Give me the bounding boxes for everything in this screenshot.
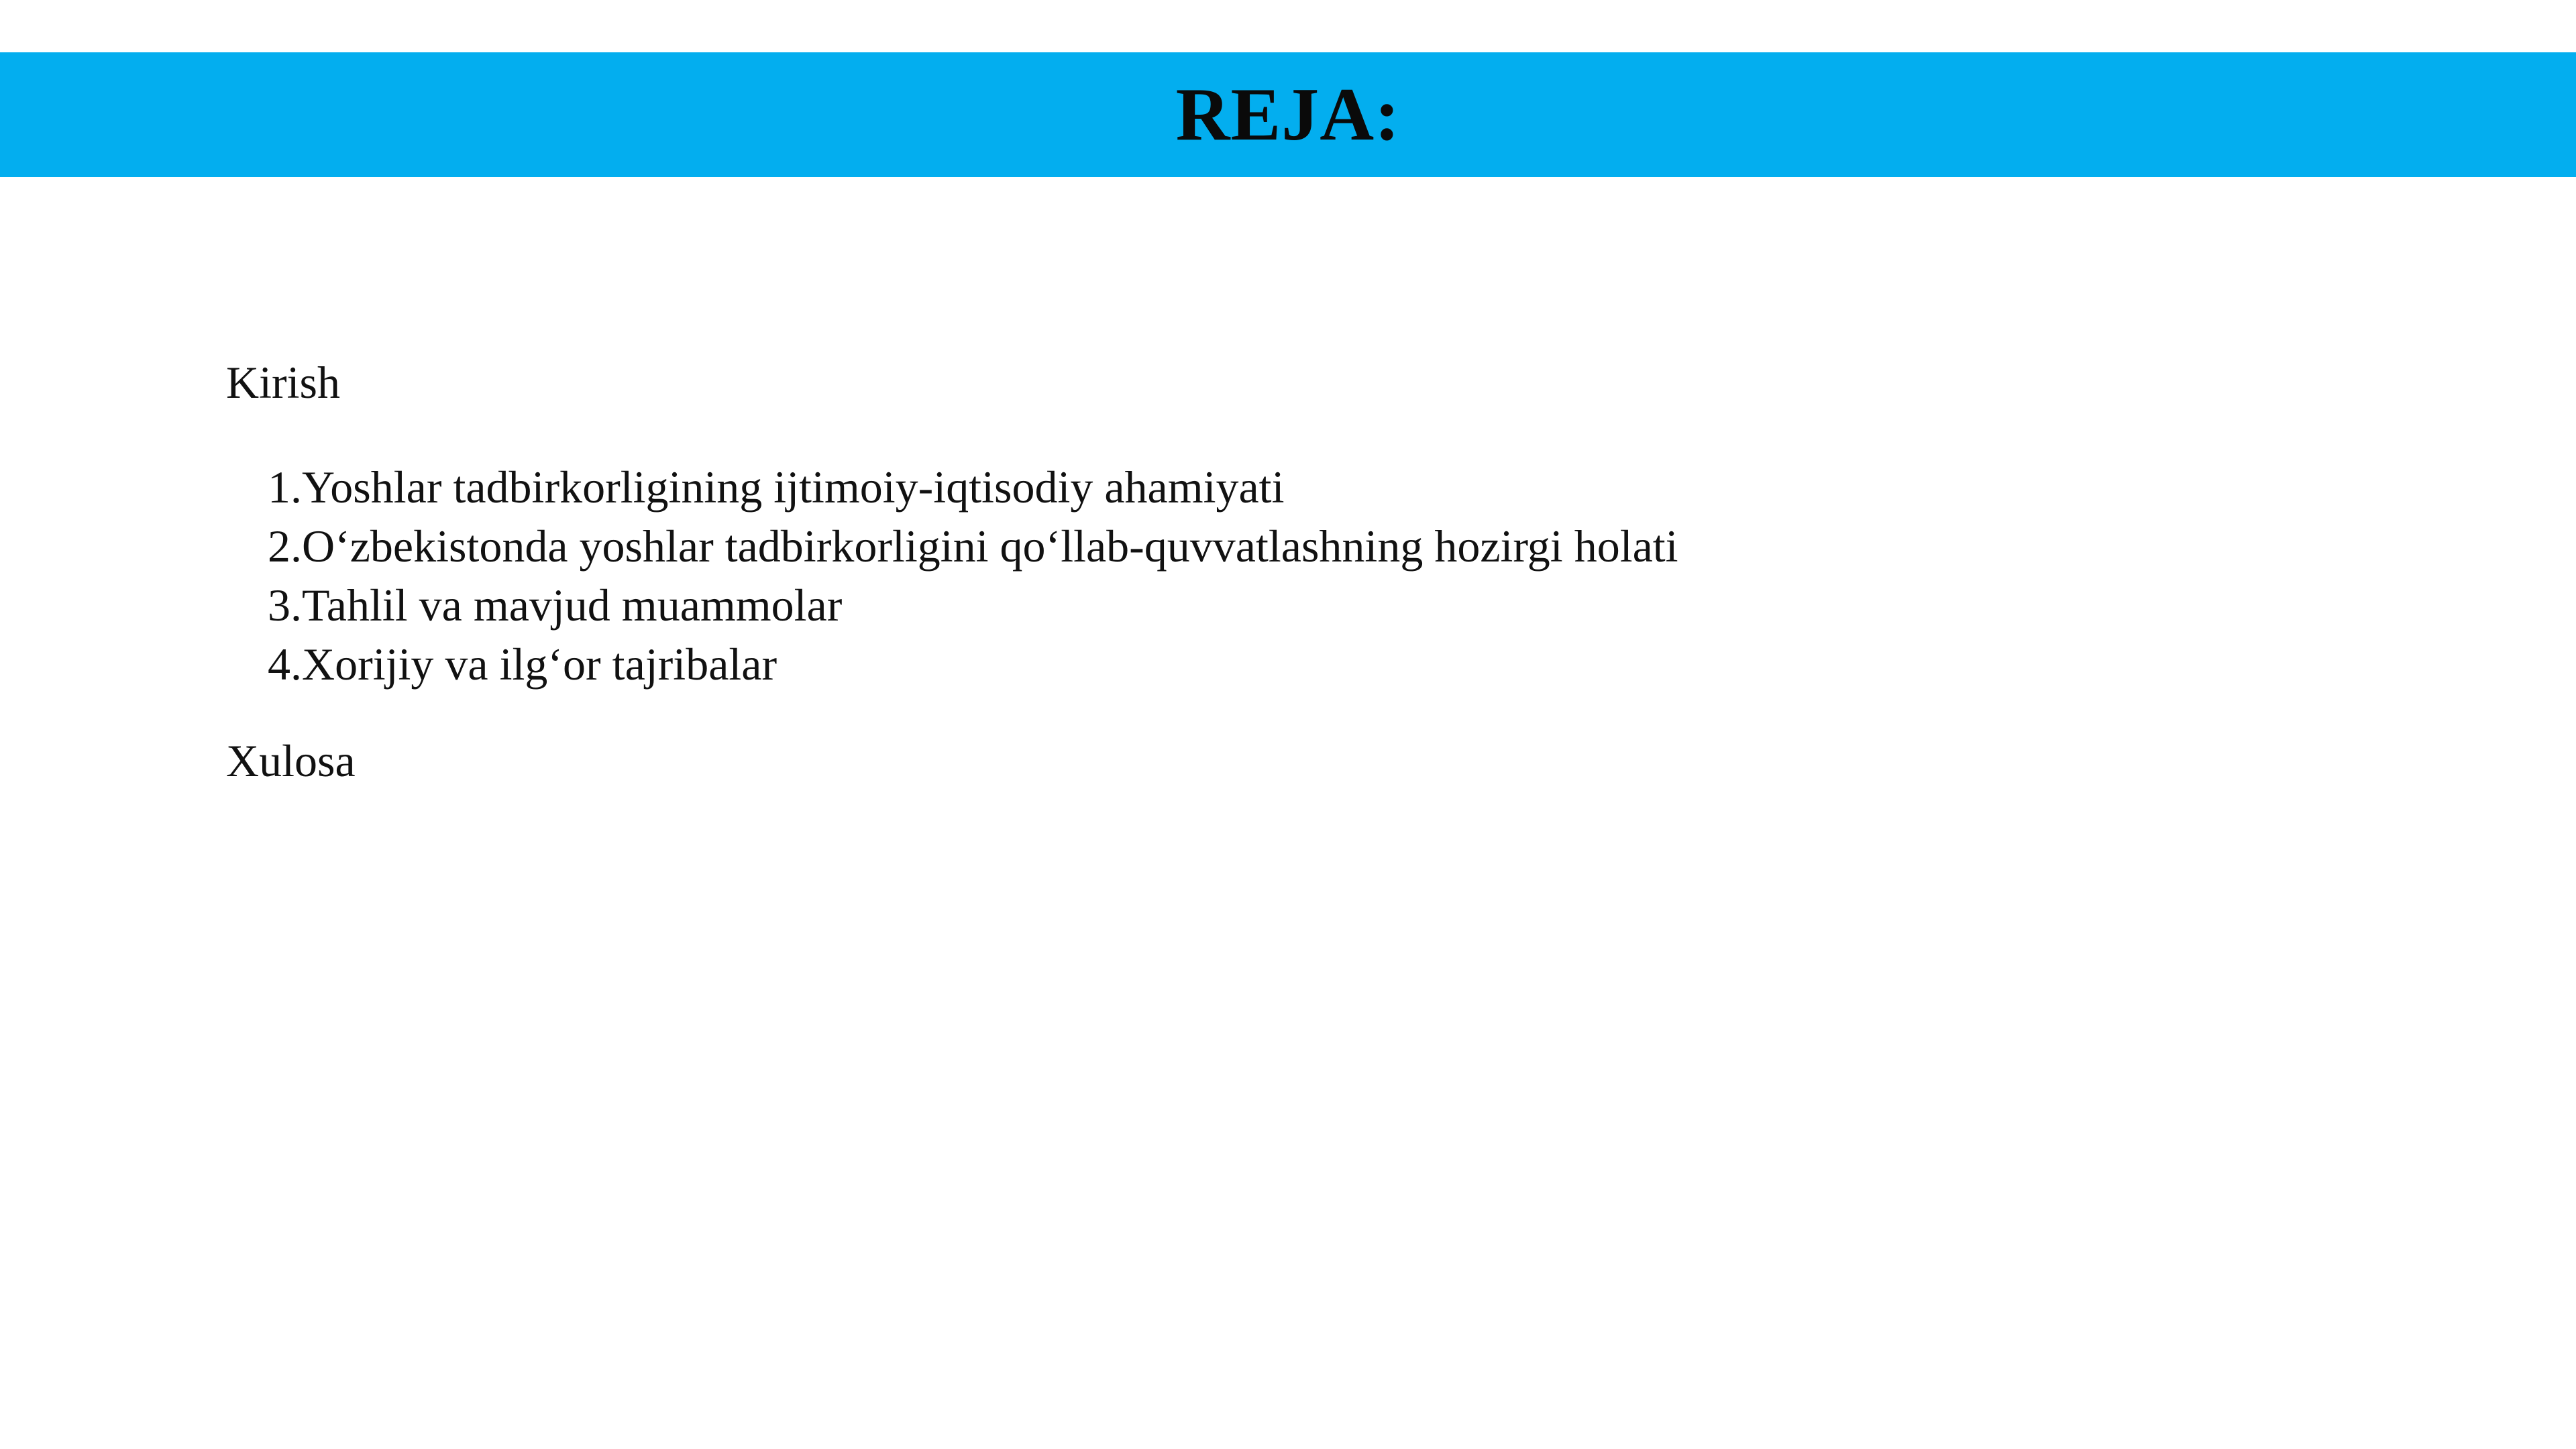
list-item <box>226 635 2373 694</box>
slide-title: REJA: <box>1175 73 1401 156</box>
list-item-number: 3. <box>268 579 302 631</box>
plan-list <box>226 458 2373 694</box>
conclusion-text: Xulosa <box>226 735 356 786</box>
list-item-label: Tahlil va mavjud muammolar <box>302 579 843 631</box>
list-item-label: Xorijiy va ilg‘or tajribalar <box>302 638 777 690</box>
intro-text: Kirish <box>226 357 340 408</box>
list-item-label: Yoshlar tadbirkorligining ijtimoiy-iqtisodiy ahamiyati <box>302 461 1285 513</box>
list-item-label: O‘zbekistonda yoshlar tadbirkorligini qo‘llab-quvvatlashning hozirgi holati <box>302 520 1678 572</box>
list-item <box>226 458 2373 517</box>
list-item-number: 1. <box>268 461 302 513</box>
list-item <box>226 576 2373 635</box>
list-item-number: 2. <box>268 520 302 572</box>
title-bar <box>0 52 2576 177</box>
list-item <box>226 517 2373 576</box>
plan-content <box>226 356 2373 788</box>
list-item-number: 4. <box>268 638 302 690</box>
